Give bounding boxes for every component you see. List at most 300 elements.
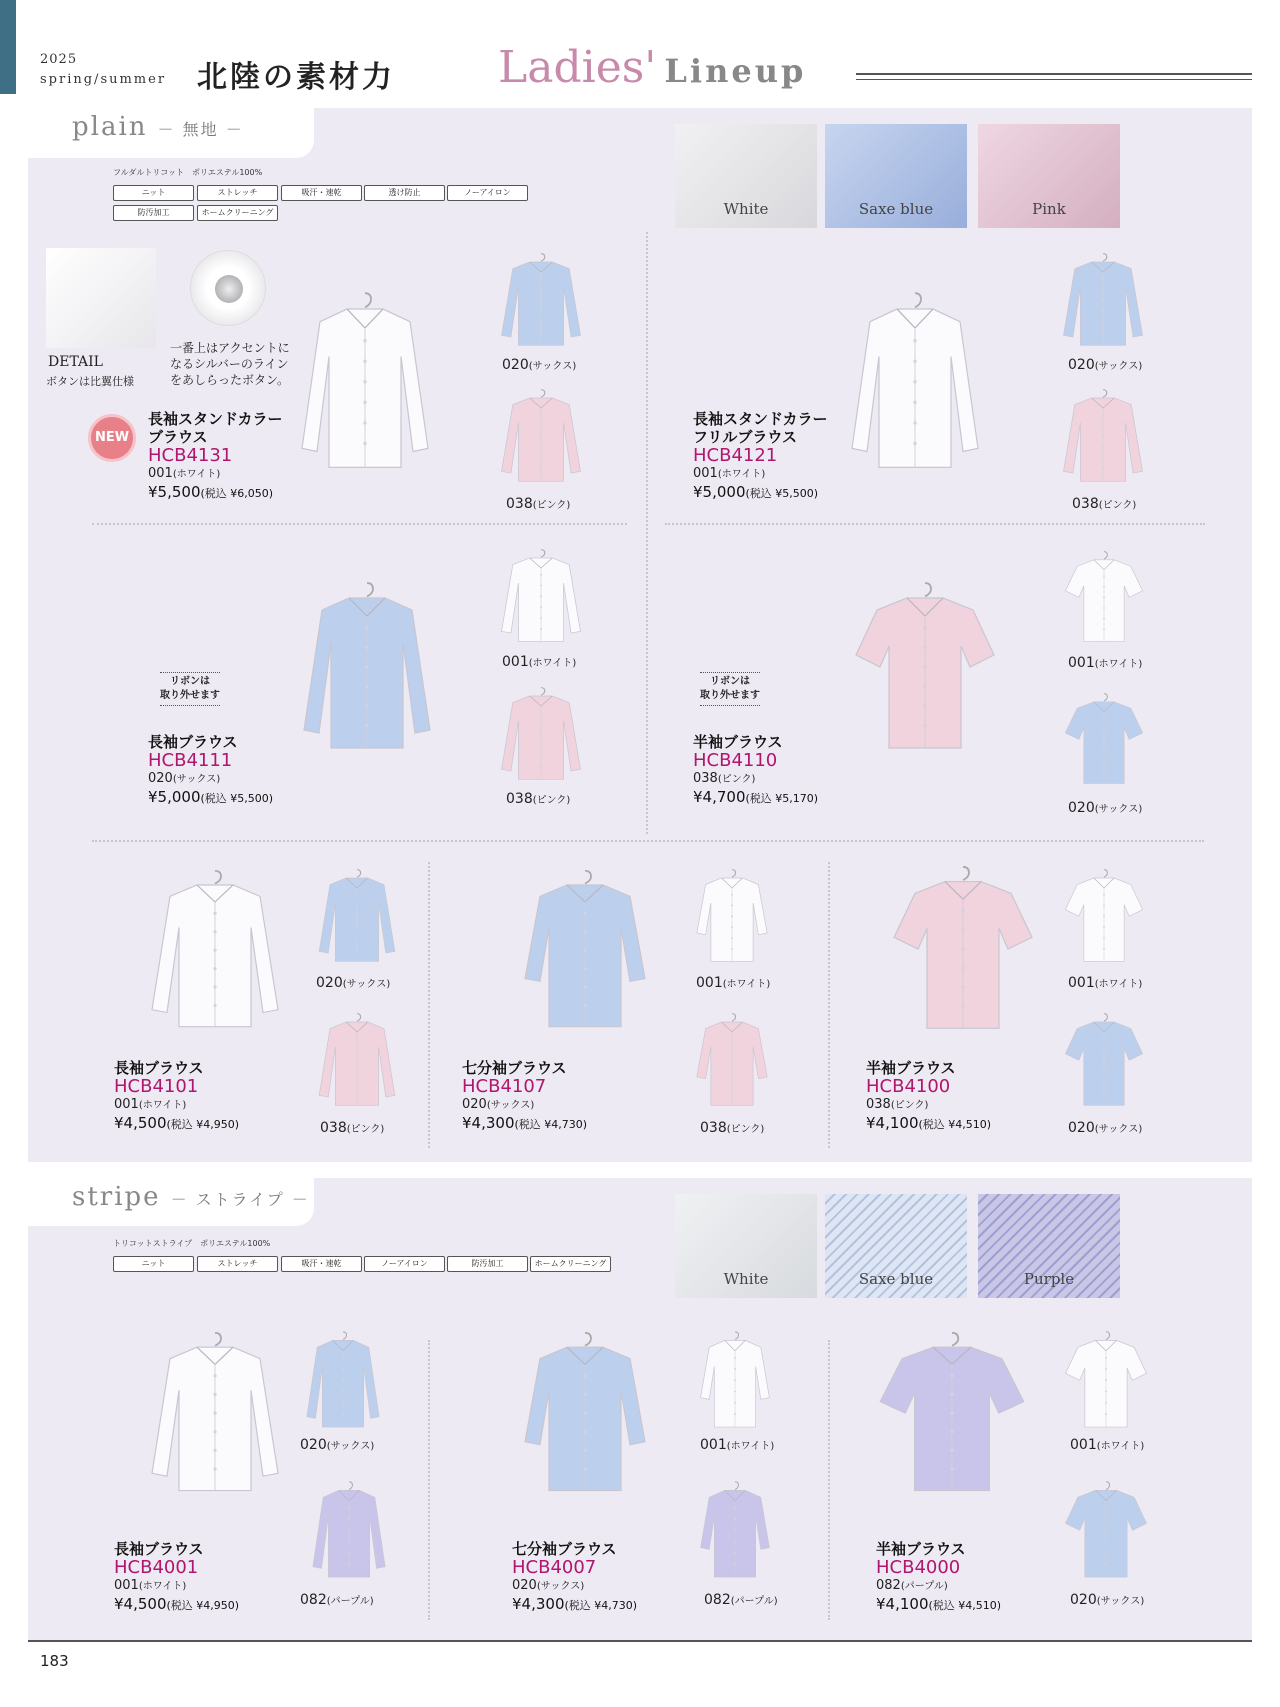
- ribbon-note-line1: リボンは: [170, 676, 210, 687]
- price: ¥4,100: [866, 1114, 919, 1132]
- variant-label: [300, 1592, 374, 1608]
- divider: [646, 232, 648, 834]
- shirt-button: [1102, 289, 1104, 291]
- product-name: 半袖ブラウス: [866, 1059, 956, 1077]
- product-name: 長袖スタンドカラー: [148, 410, 283, 428]
- shirt-button: [363, 380, 366, 383]
- shirt-hcb4007-saxe: [510, 1330, 660, 1502]
- shirt-button: [348, 1518, 350, 1520]
- variant-label: [320, 1120, 384, 1136]
- feature-badge: ノーアイロン: [447, 185, 528, 201]
- swatch-pink: [978, 124, 1120, 228]
- price: ¥4,100: [876, 1595, 929, 1613]
- shirt-button: [913, 339, 916, 342]
- shirt-button: [950, 1430, 953, 1433]
- price: ¥4,300: [462, 1114, 515, 1132]
- color-name: (サックス): [486, 1100, 535, 1111]
- shirt-button: [356, 926, 358, 928]
- header-rule-top: [856, 73, 1252, 75]
- shirt-button: [1103, 586, 1105, 588]
- shirt-hcb4111-saxe: [292, 580, 442, 760]
- shirt-hcb4107-saxe: [510, 868, 660, 1038]
- variant-no: 020: [1068, 1120, 1095, 1136]
- shirt-hcb4001-white: [140, 1330, 290, 1502]
- variant-name: (ピンク): [532, 795, 571, 806]
- detail-photo: [46, 248, 156, 348]
- shirt-button: [363, 339, 366, 342]
- shirt-button: [731, 894, 733, 896]
- product-price: [148, 483, 283, 503]
- shirt-button: [923, 646, 926, 649]
- shirt-button: [356, 915, 358, 917]
- shirt-button: [342, 1413, 344, 1415]
- variant-no: 020: [1068, 800, 1095, 816]
- shirt-button: [540, 414, 542, 416]
- feature-badge: ホームクリーニング: [530, 1256, 611, 1272]
- shirt-button: [348, 1541, 350, 1543]
- product-code: HCB4000: [876, 1557, 961, 1578]
- shirt-button: [734, 1541, 736, 1543]
- shirt-button: [540, 457, 542, 459]
- shirt-button: [1103, 575, 1105, 577]
- shirt-button: [1103, 1070, 1105, 1072]
- shirt-button: [731, 1081, 733, 1083]
- product-hcb4131: [148, 410, 283, 503]
- variant-label: [700, 1120, 764, 1136]
- shirt-button: [1103, 749, 1105, 751]
- shirt-button: [1102, 468, 1104, 470]
- variant-label: [1070, 1592, 1144, 1608]
- swatch-white: [675, 124, 817, 228]
- color-no: 001: [148, 466, 173, 481]
- variant-label: [704, 1592, 778, 1608]
- shirt-button: [1102, 457, 1104, 459]
- product-name: 長袖ブラウス: [114, 1059, 204, 1077]
- shirt-hcb4101-saxe: [312, 868, 402, 968]
- shirt-button: [1102, 299, 1104, 301]
- plain-fabric-note: フルダルトリコット ポリエステル100%: [113, 168, 263, 177]
- variant-name: (サックス): [1094, 361, 1143, 372]
- price: ¥5,500: [148, 483, 201, 501]
- shirt-button: [356, 948, 358, 950]
- swatch-white: [675, 1194, 817, 1298]
- product-hcb4110: [693, 733, 818, 808]
- product-name-line2: フリルブラウス: [693, 428, 797, 446]
- shirt-button: [950, 1467, 953, 1470]
- product-name: 半袖ブラウス: [693, 733, 783, 751]
- shirt-button: [540, 595, 542, 597]
- shirt-button: [961, 1005, 964, 1008]
- detail-note-line2: なるシルバーのライン: [170, 357, 289, 371]
- ribbon-note-line1: リボンは: [710, 676, 750, 687]
- shirt-hcb4007-white: [692, 1330, 778, 1434]
- color-name: (ホワイト): [172, 469, 221, 480]
- shirt-button: [1103, 760, 1105, 762]
- color-name: (サックス): [536, 1581, 585, 1592]
- plain-title-jp: － 無地 －: [157, 120, 244, 139]
- product-hcb4111: [148, 733, 273, 808]
- variant-name: (サックス): [342, 979, 391, 990]
- shirt-button: [348, 1529, 350, 1531]
- price-tax: (税込 ¥4,730): [564, 1599, 638, 1612]
- shirt-button: [1102, 414, 1104, 416]
- product-code: HCB4007: [512, 1557, 597, 1578]
- shirt-button: [356, 937, 358, 939]
- shirt-button: [540, 766, 542, 768]
- product-price: [512, 1595, 637, 1615]
- shirt-button: [356, 1070, 358, 1072]
- plain-title: plain: [72, 112, 148, 142]
- footer-rule: [28, 1640, 1252, 1642]
- variant-name: (ホワイト): [1094, 979, 1143, 990]
- shirt-hcb4131-saxe: [494, 252, 588, 352]
- divider: [828, 1340, 830, 1620]
- ribbon-note-line2: 取り外せます: [700, 690, 760, 701]
- shirt-button: [583, 1374, 586, 1377]
- shirt-button: [913, 421, 916, 424]
- product-code: HCB4111: [148, 750, 233, 771]
- shirt-button: [731, 948, 733, 950]
- shirt-button: [583, 1449, 586, 1452]
- variant-name: (ホワイト): [528, 658, 577, 669]
- page-title-jp: 北陸の素材力: [197, 60, 395, 95]
- shirt-button: [363, 442, 366, 445]
- feature-badge: ストレッチ: [197, 1256, 278, 1272]
- shirt-button: [356, 1059, 358, 1061]
- shirt-button: [734, 1368, 736, 1370]
- shirt-button: [540, 278, 542, 280]
- divider: [828, 862, 830, 1148]
- shirt-button: [1105, 1563, 1107, 1565]
- variant-name: (サックス): [1096, 1596, 1145, 1607]
- shirt-button: [1103, 948, 1105, 950]
- shirt-button: [583, 1004, 586, 1007]
- product-price: [114, 1595, 239, 1615]
- shirt-button: [1103, 937, 1105, 939]
- shirt-button: [1105, 1391, 1107, 1393]
- divider: [665, 523, 1205, 525]
- variant-name: (パープル): [326, 1596, 374, 1607]
- price: ¥4,500: [114, 1114, 167, 1132]
- shirt-button: [1103, 1059, 1105, 1061]
- stripe-section-title: [72, 1182, 310, 1212]
- shirt-button: [961, 967, 964, 970]
- product-color: [693, 466, 828, 483]
- shirt-hcb4100-white: [1062, 868, 1146, 968]
- variant-label: [1068, 1120, 1142, 1136]
- shirt-button: [583, 985, 586, 988]
- variant-no: 001: [700, 1437, 727, 1453]
- catalog-year: 2025: [40, 52, 78, 67]
- shirt-button: [348, 1563, 350, 1565]
- shirt-button: [540, 446, 542, 448]
- header-rule-bottom: [856, 79, 1252, 80]
- variant-name: (パープル): [730, 1596, 778, 1607]
- shirt-button: [540, 617, 542, 619]
- variant-no: 082: [704, 1592, 731, 1608]
- variant-label: [696, 975, 770, 991]
- variant-label: [506, 496, 570, 512]
- product-name-line2: ブラウス: [148, 428, 208, 446]
- shirt-button: [540, 628, 542, 630]
- variant-label: [1070, 1437, 1144, 1453]
- lineup-title-a: Ladies': [498, 42, 657, 93]
- feature-badge: 防汚加工: [113, 205, 194, 221]
- variant-name: (ホワイト): [1094, 659, 1143, 670]
- swatch-label: White: [723, 200, 769, 218]
- shirt-hcb4110-white: [1062, 550, 1146, 648]
- detail-button-photo: [190, 250, 266, 326]
- variant-name: (サックス): [528, 361, 577, 372]
- shirt-button: [734, 1357, 736, 1359]
- shirt-button: [583, 912, 586, 915]
- product-hcb4107: [462, 1059, 587, 1134]
- color-no: 038: [866, 1097, 891, 1112]
- shirt-button: [213, 1004, 216, 1007]
- variant-no: 038: [1072, 496, 1099, 512]
- shirt-hcb4101-white: [140, 868, 290, 1038]
- shirt-button: [363, 421, 366, 424]
- variant-no: 001: [1070, 1437, 1097, 1453]
- shirt-hcb4121-pink: [1056, 388, 1150, 488]
- shirt-button: [583, 1467, 586, 1470]
- shirt-button: [1102, 425, 1104, 427]
- shirt-button: [961, 909, 964, 912]
- shirt-button: [734, 1507, 736, 1509]
- shirt-button: [1103, 770, 1105, 772]
- ribbon-note-line2: 取り外せます: [160, 690, 220, 701]
- shirt-button: [1103, 607, 1105, 609]
- price-tax: (税込 ¥4,950): [166, 1118, 240, 1131]
- color-no: 001: [693, 466, 718, 481]
- shirt-button: [1105, 1541, 1107, 1543]
- shirt-button: [540, 321, 542, 323]
- variant-label: [700, 1437, 774, 1453]
- shirt-button: [540, 723, 542, 725]
- shirt-button: [583, 967, 586, 970]
- shirt-button: [1105, 1413, 1107, 1415]
- variant-label: [1072, 496, 1136, 512]
- color-name: (ホワイト): [138, 1100, 187, 1111]
- product-price: [876, 1595, 1001, 1615]
- shirt-button: [213, 1412, 216, 1415]
- shirt-button: [1105, 1552, 1107, 1554]
- product-name: 半袖ブラウス: [876, 1540, 966, 1558]
- variant-label: [316, 975, 390, 991]
- shirt-button: [913, 380, 916, 383]
- product-color: [462, 1097, 587, 1114]
- shirt-button: [731, 905, 733, 907]
- shirt-button: [1105, 1518, 1107, 1520]
- variant-name: (サックス): [326, 1441, 375, 1452]
- product-code: HCB4107: [462, 1076, 547, 1097]
- variant-label: [1068, 800, 1142, 816]
- product-code: HCB4121: [693, 445, 778, 466]
- shirt-hcb4000-white: [1062, 1330, 1150, 1434]
- variant-no: 038: [506, 496, 533, 512]
- shirt-hcb4000-saxe: [1062, 1480, 1150, 1584]
- price-tax: (税込 ¥4,510): [918, 1118, 992, 1131]
- price: ¥4,700: [693, 788, 746, 806]
- variant-name: (ピンク): [346, 1124, 385, 1135]
- shirt-button: [1103, 1081, 1105, 1083]
- feature-badge: 防汚加工: [447, 1256, 528, 1272]
- shirt-button: [1103, 894, 1105, 896]
- shirt-hcb4110-pink: [850, 580, 1000, 760]
- stripe-fabric-note: トリコットストライプ ポリエステル100%: [113, 1239, 271, 1248]
- product-color: [512, 1578, 637, 1595]
- shirt-button: [1103, 926, 1105, 928]
- shirt-button: [961, 928, 964, 931]
- shirt-button: [731, 1049, 733, 1051]
- shirt-button: [1103, 905, 1105, 907]
- product-name: 長袖スタンドカラー: [693, 410, 828, 428]
- shirt-hcb4007-purple: [692, 1480, 778, 1584]
- product-code: HCB4001: [114, 1557, 199, 1578]
- divider: [428, 1340, 430, 1620]
- color-no: 001: [114, 1578, 139, 1593]
- price-tax: (税込 ¥5,500): [745, 487, 819, 500]
- shirt-button: [1102, 310, 1104, 312]
- product-name: 七分袖ブラウス: [512, 1540, 617, 1558]
- shirt-button: [213, 1393, 216, 1396]
- shirt-hcb4100-pink: [888, 864, 1038, 1040]
- detail-note-line3: をあしらったボタン。: [170, 373, 290, 387]
- shirt-button: [540, 733, 542, 735]
- shirt-button: [213, 912, 216, 915]
- shirt-button: [1105, 1529, 1107, 1531]
- swatch-label: White: [723, 1270, 769, 1288]
- shirt-button: [365, 665, 368, 668]
- product-hcb4007: [512, 1540, 637, 1615]
- price-tax: (税込 ¥6,050): [200, 487, 274, 500]
- color-no: 082: [876, 1578, 901, 1593]
- detail-subtitle: ボタンは比翼仕様: [46, 375, 134, 388]
- shirt-button: [950, 1449, 953, 1452]
- shirt-hcb4001-saxe: [300, 1330, 386, 1434]
- shirt-hcb4131-pink: [494, 388, 588, 488]
- product-name: 長袖ブラウス: [114, 1540, 204, 1558]
- product-hcb4000: [876, 1540, 1001, 1615]
- shirt-button: [356, 894, 358, 896]
- price-tax: (税込 ¥4,510): [928, 1599, 1002, 1612]
- feature-badge: ニット: [113, 1256, 194, 1272]
- shirt-button: [365, 685, 368, 688]
- color-no: 001: [114, 1097, 139, 1112]
- lineup-title-b: Lineup: [664, 52, 807, 90]
- variant-no: 020: [1068, 357, 1095, 373]
- shirt-button: [1103, 915, 1105, 917]
- shirt-button: [731, 926, 733, 928]
- shirt-button: [1103, 1049, 1105, 1051]
- price: ¥5,000: [693, 483, 746, 501]
- swatch-saxe-blue: [825, 1194, 967, 1298]
- shirt-button: [540, 468, 542, 470]
- product-name: 長袖ブラウス: [148, 733, 238, 751]
- shirt-button: [213, 985, 216, 988]
- feature-badge: ニット: [113, 185, 194, 201]
- shirt-button: [348, 1507, 350, 1509]
- shirt-button: [356, 1049, 358, 1051]
- product-code: HCB4110: [693, 750, 778, 771]
- shirt-button: [583, 930, 586, 933]
- shirt-button: [365, 626, 368, 629]
- shirt-button: [923, 685, 926, 688]
- shirt-hcb4107-white: [688, 868, 776, 968]
- variant-name: (ホワイト): [722, 979, 771, 990]
- swatch-saxe-blue: [825, 124, 967, 228]
- price-tax: (税込 ¥4,730): [514, 1118, 588, 1131]
- shirt-button: [540, 606, 542, 608]
- shirt-button: [1103, 1092, 1105, 1094]
- shirt-button: [731, 937, 733, 939]
- price-tax: (税込 ¥5,500): [200, 792, 274, 805]
- color-name: (パープル): [900, 1581, 948, 1592]
- shirt-button: [365, 724, 368, 727]
- swatch-label: Saxe blue: [858, 1270, 934, 1288]
- shirt-button: [923, 724, 926, 727]
- product-code: HCB4100: [866, 1076, 951, 1097]
- shirt-button: [1103, 728, 1105, 730]
- shirt-button: [213, 967, 216, 970]
- shirt-button: [540, 425, 542, 427]
- price-tax: (税込 ¥4,950): [166, 1599, 240, 1612]
- variant-label: [502, 357, 576, 373]
- shirt-button: [1103, 1038, 1105, 1040]
- shirt-button: [540, 712, 542, 714]
- variant-label: [1068, 655, 1142, 671]
- stripe-title-jp: － ストライプ －: [170, 1190, 310, 1209]
- feature-badge: 吸汗・速乾: [281, 185, 362, 201]
- shirt-button: [540, 299, 542, 301]
- shirt-button: [913, 360, 916, 363]
- price: ¥4,500: [114, 1595, 167, 1613]
- price: ¥5,000: [148, 788, 201, 806]
- product-color: [876, 1578, 1001, 1595]
- shirt-button: [923, 665, 926, 668]
- variant-no: 001: [1068, 655, 1095, 671]
- variant-label: [502, 654, 576, 670]
- shirt-button: [1105, 1507, 1107, 1509]
- shirt-button: [913, 442, 916, 445]
- swatch-purple: [978, 1194, 1120, 1298]
- shirt-button: [540, 585, 542, 587]
- shirt-button: [342, 1402, 344, 1404]
- product-color: [114, 1578, 239, 1595]
- ribbon-removable-note: [160, 672, 220, 706]
- shirt-button: [540, 289, 542, 291]
- shirt-button: [540, 755, 542, 757]
- variant-name: (サックス): [1094, 804, 1143, 815]
- variant-no: 082: [300, 1592, 327, 1608]
- feature-badge: 吸汗・速乾: [281, 1256, 362, 1272]
- feature-badge: ホームクリーニング: [197, 205, 278, 221]
- product-hcb4100: [866, 1059, 991, 1134]
- shirt-button: [356, 1081, 358, 1083]
- shirt-button: [342, 1357, 344, 1359]
- product-name: 七分袖ブラウス: [462, 1059, 567, 1077]
- shirt-button: [734, 1529, 736, 1531]
- shirt-button: [734, 1563, 736, 1565]
- price: ¥4,300: [512, 1595, 565, 1613]
- shirt-button: [583, 949, 586, 952]
- shirt-button: [731, 1070, 733, 1072]
- variant-name: (ホワイト): [1096, 1441, 1145, 1452]
- shirt-button: [365, 646, 368, 649]
- feature-badge: 透け防止: [364, 185, 445, 201]
- shirt-button: [1103, 717, 1105, 719]
- product-color: [148, 466, 283, 483]
